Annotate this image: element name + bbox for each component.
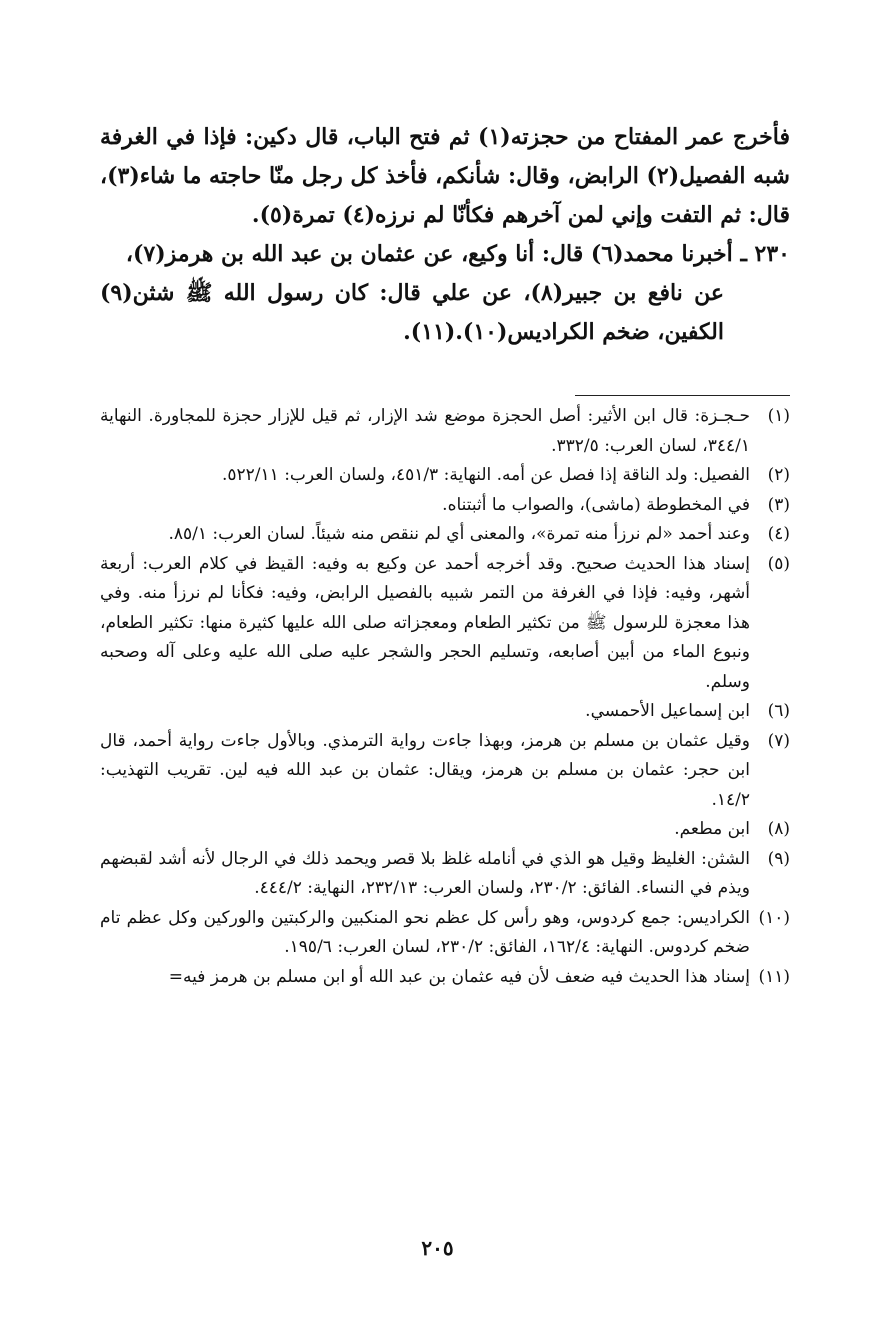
footnote [100, 550, 790, 698]
footnote [100, 402, 790, 461]
footnote-text: في المخطوطة (ماشى)، والصواب ما أثبتناه. [442, 494, 750, 515]
footnote-number: (٩) [767, 848, 790, 869]
footnote-number: (٦) [767, 701, 790, 721]
footnote-number: (١١) [758, 966, 790, 987]
footnote-separator [575, 395, 790, 396]
hadith-first-line: أخبرنا محمد(٦) قال: أنا وكيع، عن عثمان بن عبد الله بن هرمز(٧)، [125, 241, 733, 267]
hadith-number: ٢٣٠ ـ [740, 241, 790, 267]
page-number: ٢٠٥ [421, 1236, 454, 1260]
main-text [100, 118, 790, 352]
footnote-text: ابن إسماعيل الأحمسي. [585, 701, 750, 721]
footnote-number: (٥) [767, 553, 790, 574]
hadith-230 [100, 235, 790, 352]
footnote [100, 461, 790, 491]
footnote-text: إسناد هذا الحديث صحيح. وقد أخرجه أحمد عن وكيع به وفيه: القيظ في كلام العرب: أربعة أشهر، وفيه: فإذا في الغرفة من التمر شبيه بالفصيل الرابض، وفيه: فكأنا لم نرزأ منه. وفي هذا معجزة للرسول ﷺ من تكثير الطعام ومعجزاته صلى الله عليها كثيرة منها: تكثير الطعام، ونبوع الماء من أبين أصابعه، وتسليم الحجر والشجر عليه صلى الله عليه وعلى آله وصحبه وسلم. [100, 553, 750, 692]
footnote-text: ابن مطعم. [674, 819, 750, 839]
footnote-number: (٤) [767, 524, 790, 544]
footnote-text: حـجـزة: قال ابن الأثير: أصل الحجزة موضع شد الإزار، ثم قيل للإزار حجزة للمجاورة. النهاية ٣٤٤/١، لسان العرب: ٣٣٢/٥. [100, 406, 750, 456]
footnote [100, 963, 790, 993]
footnote-number: (٢) [767, 465, 790, 485]
footnote-number: (١٠) [758, 907, 790, 928]
footnote [100, 520, 790, 550]
footnote-text: وقيل عثمان بن مسلم بن هرمز، وبهذا جاءت رواية الترمذي. وبالأول جاءت رواية أحمد، قال ابن حجر: عثمان بن مسلم بن هرمز، ويقال: عثمان بن عبد الله فيه لين. تقريب التهذيب: ١٤/٢. [100, 730, 750, 810]
footnotes [100, 402, 790, 992]
main-paragraph: فأخرج عمر المفتاح من حجزته(١) ثم فتح الباب، قال دكين: فإذا في الغرفة شبه الفصيل(٢) الرابض، وقال: شأنكم، فأخذ كل رجل منّا حاجته ما شاء(٣)، قال: ثم التفت وإني لمن آخرهم فكأنّا لم نرزه(٤) تمرة(٥). [99, 124, 790, 228]
footnote-number: (٨) [767, 819, 790, 839]
footnote-text: الكراديس: جمع كردوس، وهو رأس كل عظم نحو المنكبين والركبتين والوركين وكل عظم تام ضخم كردوس. النهاية: ١٦٢/٤، الفائق: ٢٣٠/٢، لسان العرب: ١٩٥/٦. [100, 907, 750, 957]
footnote [100, 904, 790, 963]
footnote-number: (٧) [767, 730, 790, 751]
footnote [100, 697, 790, 727]
footnote-number: (١) [767, 406, 790, 426]
footnote-text: إسناد هذا الحديث فيه ضعف لأن فيه عثمان بن عبد الله أو ابن مسلم بن هرمز فيه= [168, 966, 750, 987]
footnote [100, 845, 790, 904]
footnote-number: (٣) [767, 494, 790, 515]
footnote-text: الشثن: الغليظ وقيل هو الذي في أنامله غلظ بلا قصر ويحمد ذلك في الرجال لأنه أشد لقبضهم ويذم في النساء. الفائق: ٢٣٠/٢، ولسان العرب: ٢٣٢/١٣، النهاية: ٤٤٤/٢. [100, 848, 750, 898]
hadith-continuation: عن نافع بن جبير(٨)، عن علي قال: كان رسول الله ﷺ شثن(٩) الكفين، ضخم الكراديس(١٠).(١١). [100, 280, 725, 345]
footnote [100, 727, 790, 816]
footnote [100, 815, 790, 845]
footnote-text: الفصيل: ولد الناقة إذا فصل عن أمه. النهاية: ٤٥١/٣، ولسان العرب: ٥٢٢/١١. [222, 465, 750, 485]
footnote [100, 491, 790, 521]
footnote-text: وعند أحمد «لم نرزأ منه تمرة»، والمعنى أي لم ننقص منه شيئاً. لسان العرب: ٨٥/١. [168, 524, 750, 544]
